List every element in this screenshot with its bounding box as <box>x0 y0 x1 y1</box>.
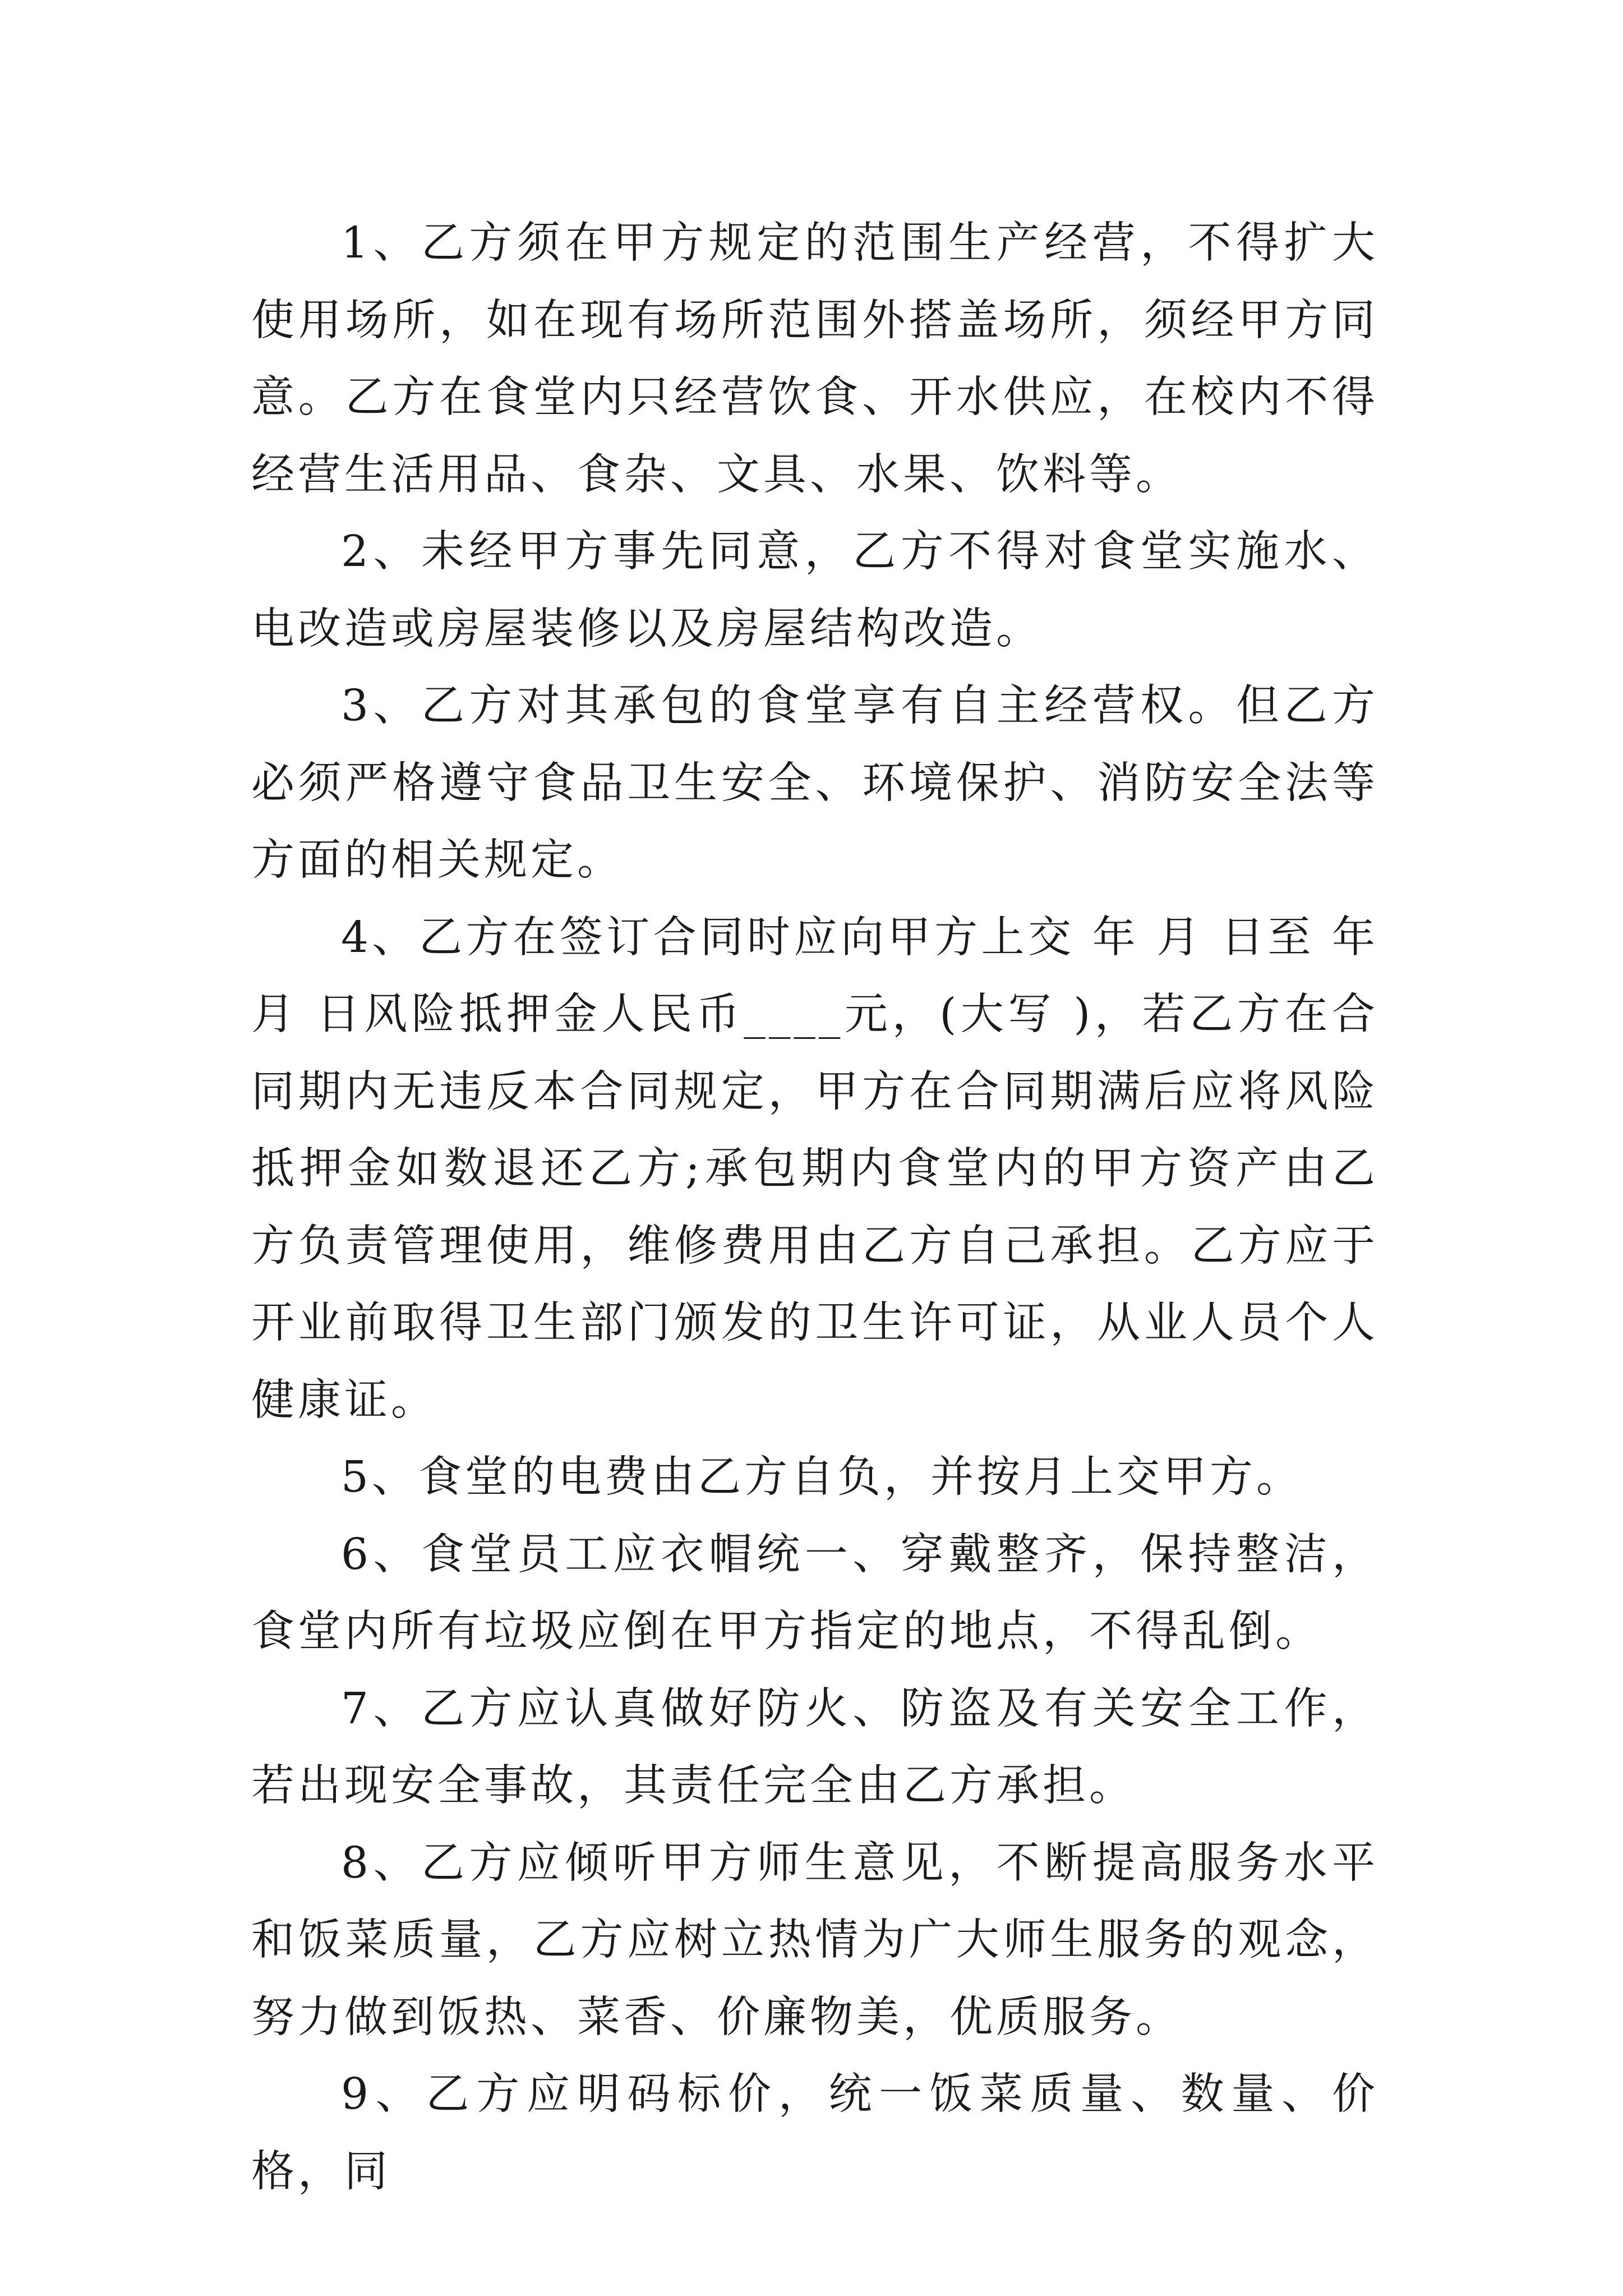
clause-4: 4、乙方在签订合同时应向甲方上交 年 月 日至 年 月 日风险抵押金人民币____元，(大写 )，若乙方在合同期内无违反本合同规定，甲方在合同期满后应将风险抵押金如数退还乙方;承包期内食堂内的甲方资产由乙方负责管理使用，维修费用由乙方自己承担。乙方应于开业前取得卫生部门颁发的卫生许可证，从业人员个人健康证。 <box>251 912 1378 1425</box>
clause-5: 5、食堂的电费由乙方自负，并按月上交甲方。 <box>341 1452 1303 1502</box>
clause-1: 1、乙方须在甲方规定的范围生产经营，不得扩大使用场所，如在现有场所范围外搭盖场所，须经甲方同意。乙方在食堂内只经营饮食、开水供应，在校内不得经营生活用品、食杂、文具、水果、饮料等。 <box>251 218 1378 500</box>
clause-6: 6、食堂员工应衣帽统一、穿戴整齐，保持整洁，食堂内所有垃圾应倒在甲方指定的地点，不得乱倒。 <box>251 1529 1378 1657</box>
clause-3: 3、乙方对其承包的食堂享有自主经营权。但乙方必须严格遵守食品卫生安全、环境保护、消防安全法等方面的相关规定。 <box>251 681 1378 885</box>
clause-7: 7、乙方应认真做好防火、防盗及有关安全工作，若出现安全事故，其责任完全由乙方承担。 <box>251 1683 1378 1811</box>
clause-9: 9、乙方应明码标价，统一饭菜质量、数量、价格，同 <box>251 2069 1378 2197</box>
clause-2: 2、未经甲方事先同意，乙方不得对食堂实施水、电改造或房屋装修以及房屋结构改造。 <box>251 527 1378 654</box>
document-body <box>251 205 1378 2210</box>
clause-8: 8、乙方应倾听甲方师生意见，不断提高服务水平和饭菜质量，乙方应树立热情为广大师生服务的观念，努力做到饭热、菜香、价廉物美，优质服务。 <box>251 1838 1378 2042</box>
